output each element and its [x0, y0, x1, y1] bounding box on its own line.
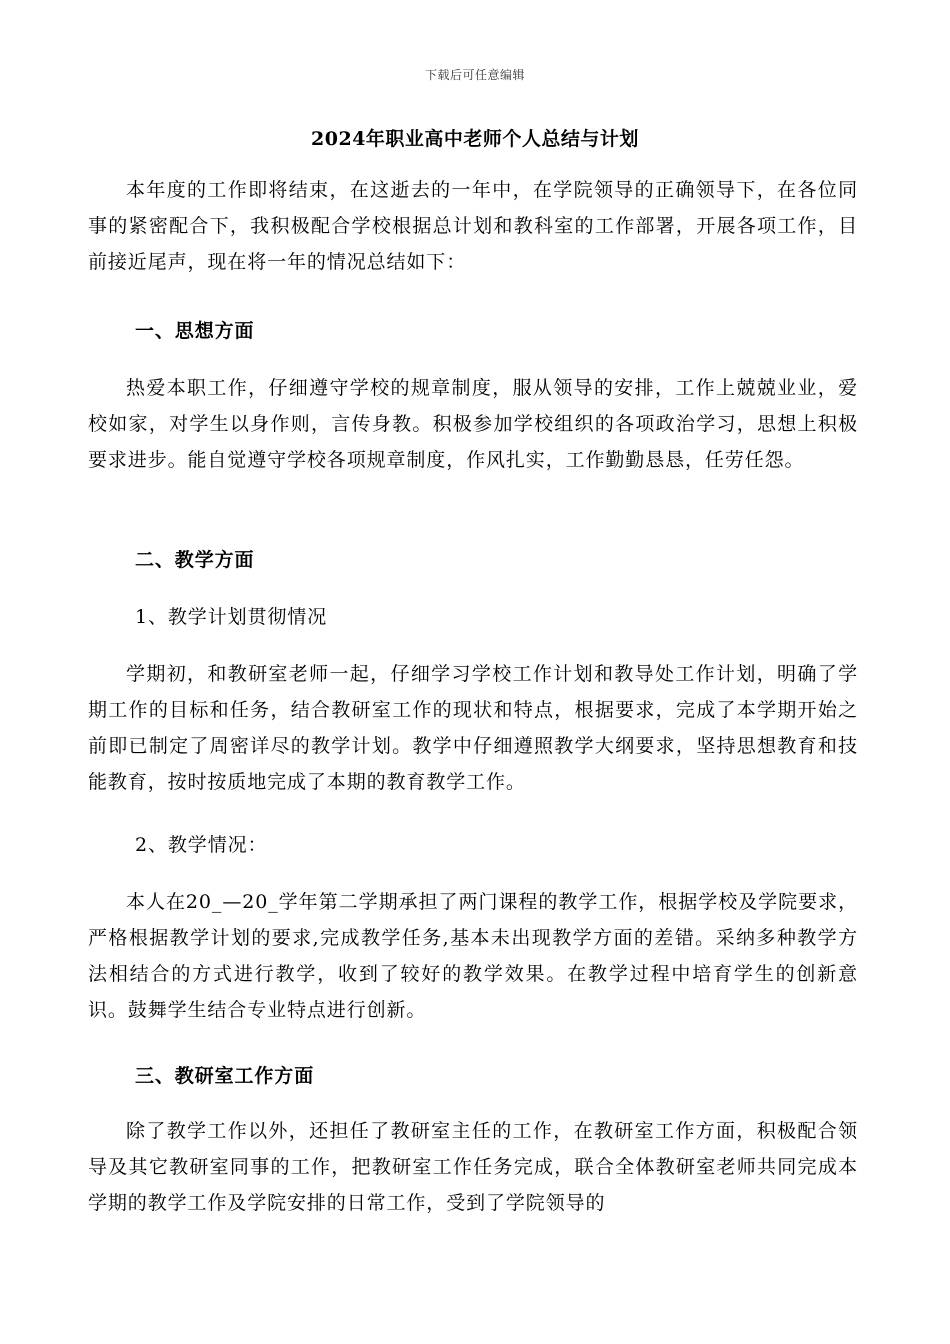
section-heading-research: 三、教研室工作方面	[135, 1065, 315, 1087]
teaching-plan-paragraph: 学期初，和教研室老师一起，仔细学习学校工作计划和教导处工作计划，明确了学期工作的目标和任务，结合教研室工作的现状和特点，根据要求，完成了本学期开始之前即已制定了周密详尽的教学计划。教学中仔细遵照教学大纲要求，坚持思想教育和技能教育，按时按质地完成了本期的教育教学工作。	[88, 663, 858, 793]
section-heading-teaching: 二、教学方面	[135, 549, 255, 571]
section-research-paragraph: 除了教学工作以外，还担任了教研室主任的工作，在教研室工作方面，积极配合领导及其它教研室同事的工作，把教研室工作任务完成，联合全体教研室老师共同完成本学期的教学工作及学院安排的日常工作，受到了学院领导的	[88, 1120, 858, 1214]
section-thought-paragraph: 热爱本职工作，仔细遵守学校的规章制度，服从领导的安排，工作上兢兢业业，爱校如家，对学生以身作则，言传身教。积极参加学校组织的各项政治学习，思想上积极要求进步。能自觉遵守学校各项规章制度，作风扎实，工作勤勤恳恳，任劳任怨。	[88, 377, 858, 471]
section-heading-thought: 一、思想方面	[135, 320, 255, 342]
section-thought-block	[88, 370, 858, 478]
teaching-situation-block	[88, 884, 858, 1028]
teaching-situation-paragraph: 本人在20_—20_学年第二学期承担了两门课程的教学工作，根据学校及学院要求，严格根据教学计划的要求,完成教学任务,基本未出现教学方面的差错。采纳多种教学方法相结合的方式进行教学，收到了较好的教学效果。在教学过程中培育学生的创新意识。鼓舞学生结合专业特点进行创新。	[88, 891, 858, 1021]
header-note: 下载后可任意编辑	[424, 68, 525, 82]
intro-paragraph: 本年度的工作即将结束，在这逝去的一年中，在学院领导的正确领导下，在各位同事的紧密配合下，我积极配合学校根据总计划和教科室的工作部署，开展各项工作，目前接近尾声，现在将一年的情况总结如下：	[88, 179, 858, 273]
section-research-block	[88, 1113, 858, 1221]
teaching-plan-block	[88, 656, 858, 800]
subheading-teaching-plan: 1、教学计划贯彻情况	[135, 606, 328, 628]
subheading-teaching-situation: 2、教学情况：	[135, 834, 268, 856]
intro-block	[88, 172, 858, 280]
document-title: 2024年职业高中老师个人总结与计划	[311, 128, 639, 150]
